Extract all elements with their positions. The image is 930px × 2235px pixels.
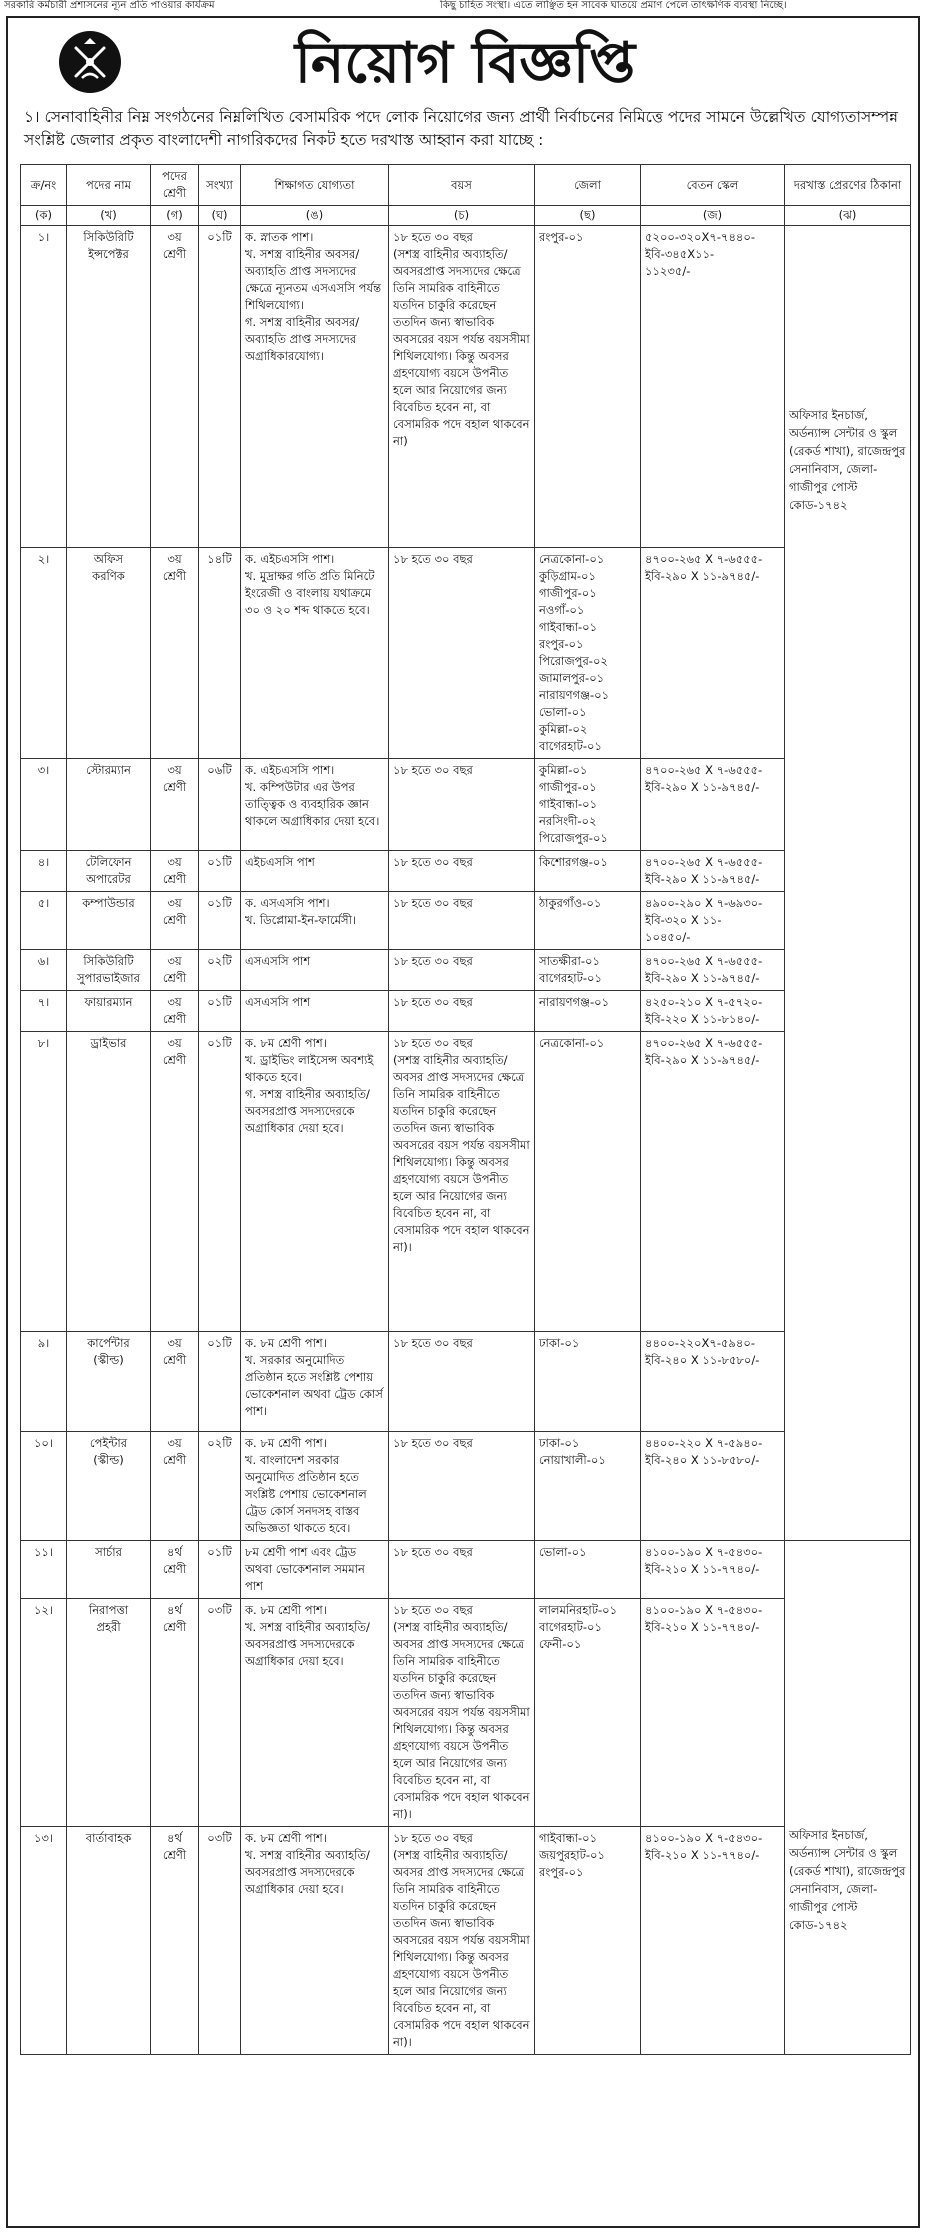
district-line: ঢাকা-০১	[539, 1336, 580, 1350]
district-line: গাইবান্ধা-০১	[539, 1831, 598, 1845]
district-line: সাতক্ষীরা-০১	[539, 954, 600, 968]
post-name-line: সিকিউরিটি	[83, 230, 134, 244]
district-cell	[535, 226, 641, 548]
table-row	[21, 1432, 911, 1541]
post-count-cell: ০২টি	[199, 1432, 241, 1541]
post-class-line: ৩য়	[167, 763, 182, 777]
qualification-line: ক. ৮ম শ্রেণী পাশ।	[245, 1036, 327, 1050]
age-line: ১৮ হতে ৩০ বছর	[393, 552, 473, 566]
recruitment-table	[20, 164, 911, 2055]
serial-cell: ৪।	[21, 851, 67, 892]
post-class-line: শ্রেণী	[162, 1053, 187, 1067]
pay-scale-line: ৪৭০০-২৬৫ X ৭-৬৫৫৫-	[645, 855, 763, 869]
qualification-line: ক. এইচএসসি পাশ।	[245, 552, 335, 566]
district-line: বাগেরহাট-০১	[539, 971, 602, 985]
post-name-line: বার্তাবাহক	[85, 1831, 132, 1845]
pay-scale-line: ৫২০০-৩২০X৭-৭৪৪০-	[645, 230, 756, 244]
district-line: নারায়ণগঞ্জ-০১	[539, 995, 610, 1009]
pay-scale-line: ইবি-২৪০ X ১১-৮৫৮০/-	[645, 1453, 760, 1467]
col-letter: (গ)	[151, 206, 199, 226]
post-class-line: ৪র্থ	[167, 1545, 182, 1559]
top-strip-left-text: সরকারি কর্মচারী প্রশাসনের ন্যূন প্রতি পাওয়ার কার্যক্রম	[4, 0, 215, 11]
post-class-line: শ্রেণী	[162, 1620, 187, 1634]
post-class-cell	[151, 1599, 199, 1827]
table-row	[21, 991, 911, 1032]
post-class-line: শ্রেণী	[162, 569, 187, 583]
qualification-cell	[241, 1332, 389, 1432]
age-line: (সশস্ত্র বাহিনীর অব্যাহতি/অবসর প্রাপ্ত সদস্যদের ক্ষেত্রে তিনি সামরিক বাহিনীতে যতদিন চাকুরি করেছেন ততদিন জন্য স্বাভাবিক অবসরের বয়স পর্যন্ত বয়সসীমা শিথিলযোগ্য। কিন্তু অবসর গ্রহণযোগ্য বয়সে উপনীত হলে আর নিয়োগের জন্য বিবেচিত হবেন না, বা বেসামরিক পদে বহাল থাকবেন না)।	[393, 1053, 530, 1254]
qualification-cell	[241, 1541, 389, 1599]
post-count-cell: ০১টি	[199, 1032, 241, 1332]
col-letter: (ঙ)	[241, 206, 389, 226]
col-header-count: সংখ্যা	[199, 165, 241, 206]
qualification-cell	[241, 991, 389, 1032]
pay-scale-cell	[641, 759, 785, 851]
district-line: কিশোরগঞ্জ-০১	[539, 855, 608, 869]
col-letter: (জ)	[641, 206, 785, 226]
col-letter: (ছ)	[535, 206, 641, 226]
qualification-line: এসএসসি পাশ	[245, 995, 311, 1009]
pay-scale-line: ইবি-২৯০ X ১১-৯৭৪৫/-	[645, 780, 760, 794]
age-cell	[389, 1432, 535, 1541]
district-line: নওগাঁ-০১	[539, 603, 585, 617]
post-name-line: ড্রাইভার	[90, 1036, 127, 1050]
qualification-line: গ. সশস্ত্র বাহিনীর অবসর/অব্যাহতি প্রাপ্ত সদস্যদের অগ্রাধিকারযোগ্য।	[245, 315, 360, 363]
pay-scale-line: ইবি-২৯০ X ১১-৯৭৪৫/-	[645, 872, 760, 886]
post-count-cell: ০৬টি	[199, 759, 241, 851]
district-cell	[535, 1827, 641, 2055]
post-name-cell	[67, 1432, 151, 1541]
pay-scale-cell	[641, 1599, 785, 1827]
table-row	[21, 1827, 911, 2055]
district-cell	[535, 759, 641, 851]
pay-scale-line: ৪৪০০-২২০ X ৭-৫৯৪০-	[645, 1436, 763, 1450]
district-line: কুড়িগ্রাম-০১	[539, 569, 596, 583]
district-line: গাজীপুর-০১	[539, 586, 597, 600]
district-line: পিরোজপুর-০১	[539, 831, 608, 845]
qualification-line: খ. কম্পিউটার এর উপর তাত্ত্বিক ও ব্যবহারিক জ্ঞান থাকলে অগ্রাধিকার দেয়া হবে।	[245, 780, 380, 828]
post-name-line: স্টোরম্যান	[86, 763, 131, 777]
district-line: রংপুর-০১	[539, 1865, 584, 1879]
serial-cell: ৬।	[21, 950, 67, 991]
post-name-cell	[67, 1599, 151, 1827]
post-count-cell: ০১টি	[199, 892, 241, 950]
post-class-line: শ্রেণী	[162, 780, 187, 794]
post-count-cell: ১৪টি	[199, 548, 241, 759]
post-class-line: ৪র্থ	[167, 1831, 182, 1845]
table-row	[21, 759, 911, 851]
post-class-line: শ্রেণী	[162, 1012, 187, 1026]
column-letter-row	[21, 206, 911, 226]
post-class-line: শ্রেণী	[162, 913, 187, 927]
application-address-cell: অফিসার ইনচার্জ, অর্ডন্যান্স সেন্টার ও স্কুল (রেকর্ড শাখা), রাজেন্দ্রপুর সেনানিবাস, জেলা-গাজীপুর পোস্ট কোড-১৭৪২	[785, 1541, 911, 2055]
col-letter: (ক)	[21, 206, 67, 226]
district-line: নোয়াখালী-০১	[539, 1453, 606, 1467]
post-class-line: ৪র্থ	[167, 1603, 182, 1617]
pay-scale-line: ইবি-২৯০ X ১১-৯৭৪৫/-	[645, 1053, 760, 1067]
pay-scale-line: ৪২৫০-২১০ X ৭-৫৭২০-	[645, 995, 763, 1009]
post-name-line: ইন্সপেক্টর	[88, 247, 129, 261]
age-line: ১৮ হতে ৩০ বছর	[393, 1436, 473, 1450]
district-line: ঠাকুরগাঁও-০১	[539, 896, 602, 910]
pay-scale-line: ১০৪৫০/-	[645, 930, 691, 944]
qualification-cell	[241, 548, 389, 759]
age-cell	[389, 991, 535, 1032]
post-class-cell	[151, 1541, 199, 1599]
age-line: ১৮ হতে ৩০ বছর	[393, 855, 473, 869]
district-line: নারায়ণগঞ্জ-০১	[539, 688, 610, 702]
pay-scale-cell	[641, 226, 785, 548]
post-name-line: ফায়ারম্যান	[84, 995, 133, 1009]
pay-scale-line: ইবি-২১০ X ১১-৭৭৪০/-	[645, 1848, 760, 1862]
post-count-cell: ০১টি	[199, 1541, 241, 1599]
post-class-line: ৩য়	[167, 552, 182, 566]
col-header-address: দরখাস্ত প্রেরণের ঠিকানা	[785, 165, 911, 206]
col-letter: (ঝ)	[785, 206, 911, 226]
pay-scale-line: ইবি-২২০ X ১১-৮১৪০/-	[645, 1012, 760, 1026]
post-name-line: সার্চার	[95, 1545, 122, 1559]
district-cell	[535, 1032, 641, 1332]
table-row	[21, 1032, 911, 1332]
post-class-cell	[151, 226, 199, 548]
serial-cell: ১।	[21, 226, 67, 548]
post-name-cell	[67, 1827, 151, 2055]
qualification-line: গ. সশস্ত্র বাহিনীর অব্যাহতি/অবসরপ্রাপ্ত সদস্যদেরকে অগ্রাধিকার দেয়া হবে।	[245, 1087, 370, 1135]
post-class-line: ৩য়	[167, 855, 182, 869]
serial-cell: ১২।	[21, 1599, 67, 1827]
post-name-cell	[67, 991, 151, 1032]
pay-scale-line: ৪৯০০-২৯০ X ৭-৬৯৩০-	[645, 896, 763, 910]
district-line: ভোলা-০১	[539, 1545, 587, 1559]
post-class-cell	[151, 1032, 199, 1332]
qualification-line: ক. এইচএসসি পাশ।	[245, 763, 335, 777]
post-class-line: শ্রেণী	[162, 872, 187, 886]
post-name-line: করণিক	[92, 569, 125, 583]
pay-scale-cell	[641, 1541, 785, 1599]
qualification-line: খ. সশস্ত্র বাহিনীর অবসর/অব্যাহতি প্রাপ্ত সদস্যদের ক্ষেত্রে ন্যূনতম এসএসসি পর্যন্ত শিথিলযোগ্য।	[245, 247, 382, 312]
post-name-cell	[67, 226, 151, 548]
district-line: জামালপুর-০১	[539, 671, 605, 685]
qualification-cell	[241, 1599, 389, 1827]
district-line: ঢাকা-০১	[539, 1436, 580, 1450]
notice-intro: ১। সেনাবাহিনীর নিম্ন সংগঠনের নিম্নলিখিত বেসামরিক পদে লোক নিয়োগের জন্য প্রার্থী নির্বাচনের নিমিত্তে পদের সামনে উল্লেখিত যোগ্যতাসম্পন্ন সংশ্লিষ্ট জেলার প্রকৃত বাংলাদেশী নাগরিকদের নিকট হতে দরখাস্ত আহ্বান করা যাচ্ছে :	[24, 108, 899, 149]
post-count-cell: ০৩টি	[199, 1827, 241, 2055]
pay-scale-cell	[641, 892, 785, 950]
qualification-line: এইচএসসি পাশ	[245, 855, 315, 869]
qualification-line: খ. বাংলাদেশ সরকার অনুমোদিত প্রতিষ্ঠান হতে সংশ্লিষ্ট পেশায় ভোকেশনাল ট্রেড কোর্স সনদসহ বাস্তব অভিজ্ঞতা থাকতে হবে।	[245, 1453, 367, 1535]
district-line: নেত্রকোনা-০১	[539, 552, 605, 566]
post-count-cell: ০১টি	[199, 991, 241, 1032]
post-class-line: ৩য়	[167, 1436, 182, 1450]
col-letter: (ঘ)	[199, 206, 241, 226]
post-name-cell	[67, 759, 151, 851]
pay-scale-line: ইবি-৩৪৫X১১-	[645, 247, 715, 261]
district-line: কুমিল্লা-০১	[539, 763, 588, 777]
qualification-cell	[241, 759, 389, 851]
post-class-line: ৩য়	[167, 995, 182, 1009]
post-name-cell	[67, 1541, 151, 1599]
district-line: গাইবান্ধা-০১	[539, 620, 598, 634]
post-name-line: সুপারভাইজার	[77, 971, 140, 985]
pay-scale-cell	[641, 548, 785, 759]
serial-cell: ৭।	[21, 991, 67, 1032]
qualification-line: ক. ৮ম শ্রেণী পাশ।	[245, 1436, 327, 1450]
post-name-cell	[67, 892, 151, 950]
age-line: ১৮ হতে ৩০ বছর	[393, 954, 473, 968]
pay-scale-cell	[641, 1332, 785, 1432]
qualification-line: খ. সশস্ত্র বাহিনীর অব্যাহতি/অবসরপ্রাপ্ত সদস্যদেরকে অগ্রাধিকার দেয়া হবে।	[245, 1620, 370, 1668]
age-cell	[389, 1827, 535, 2055]
age-line: ১৮ হতে ৩০ বছর	[393, 995, 473, 1009]
district-line: রংপুর-০১	[539, 230, 584, 244]
post-class-cell	[151, 851, 199, 892]
col-header-post: পদের নাম	[67, 165, 151, 206]
post-class-line: শ্রেণী	[162, 1453, 187, 1467]
age-line: (সশস্ত্র বাহিনীর অব্যাহতি/অবসর প্রাপ্ত সদস্যদের ক্ষেত্রে তিনি সামরিক বাহিনীতে যতদিন চাকুরি করেছেন ততদিন জন্য স্বাভাবিক অবসরের বয়স পর্যন্ত বয়সসীমা শিথিলযোগ্য। কিন্তু অবসর গ্রহণযোগ্য বয়সে উপনীত হলে আর নিয়োগের জন্য বিবেচিত হবেন না, বা বেসামরিক পদে বহাল থাকবেন না)।	[393, 1848, 530, 2049]
district-cell	[535, 1332, 641, 1432]
district-line: রংপুর-০১	[539, 637, 584, 651]
pay-scale-line: ৪১০০-১৯০ X ৭-৫৪৩০-	[645, 1545, 763, 1559]
qualification-cell	[241, 950, 389, 991]
district-cell	[535, 851, 641, 892]
post-class-line: শ্রেণী	[162, 1353, 187, 1367]
post-name-cell	[67, 950, 151, 991]
district-cell	[535, 1599, 641, 1827]
pay-scale-cell	[641, 1432, 785, 1541]
pay-scale-line: ইবি-২৯০ X ১১-৯৭৪৫/-	[645, 971, 760, 985]
col-header-qualification: শিক্ষাগত যোগ্যতা	[241, 165, 389, 206]
col-header-class: পদের শ্রেণী	[151, 165, 199, 206]
pay-scale-line: ৪৭০০-২৬৫ X ৭-৬৫৫৫-	[645, 1036, 763, 1050]
post-name-line: প্রহরী	[96, 1620, 121, 1634]
table-row	[21, 226, 911, 548]
qualification-cell	[241, 1827, 389, 2055]
qualification-line: খ. সরকার অনুমোদিত প্রতিষ্ঠান হতে সংশ্লিষ্ট পেশায় ভোকেশনাল অথবা ট্রেড কোর্স পাশ।	[245, 1353, 383, 1418]
age-cell	[389, 1332, 535, 1432]
pay-scale-line: ৪৭০০-২৬৫ X ৭-৬৫৫৫-	[645, 954, 763, 968]
col-header-age: বয়স	[389, 165, 535, 206]
qualification-line: খ. ড্রাইভিং লাইসেন্স অবশ্যই থাকতে হবে।	[245, 1053, 374, 1084]
post-class-cell	[151, 1332, 199, 1432]
table-row	[21, 892, 911, 950]
district-line: গাইবান্ধা-০১	[539, 797, 598, 811]
age-cell	[389, 226, 535, 548]
serial-cell: ৯।	[21, 1332, 67, 1432]
pay-scale-line: ইবি-৩২০ X ১১-	[645, 913, 722, 927]
serial-cell: ১৩।	[21, 1827, 67, 2055]
age-cell	[389, 950, 535, 991]
pay-scale-line: ইবি-২১০ X ১১-৭৭৪০/-	[645, 1562, 760, 1576]
post-class-line: ৩য়	[167, 954, 182, 968]
table-row	[21, 548, 911, 759]
pay-scale-line: ১১২৩৫/-	[645, 264, 691, 278]
post-class-cell	[151, 759, 199, 851]
qualification-cell	[241, 1432, 389, 1541]
post-class-line: শ্রেণী	[162, 1562, 187, 1576]
age-cell	[389, 851, 535, 892]
post-name-line: (স্কীল্ড)	[93, 1353, 124, 1367]
qualification-line: ক. এসএসসি পাশ।	[245, 896, 330, 910]
qualification-line: ৮ম শ্রেণী পাশ এবং ট্রেড অথবা ভোকেশনাল সমমান পাশ	[245, 1545, 365, 1593]
pay-scale-cell	[641, 851, 785, 892]
district-cell	[535, 991, 641, 1032]
age-cell	[389, 759, 535, 851]
pay-scale-line: ইবি-২৪০ X ১১-৮৫৮০/-	[645, 1353, 760, 1367]
post-count-cell: ০১টি	[199, 1332, 241, 1432]
job-rows	[21, 226, 911, 2055]
pay-scale-line: ৪৪০০-২২০X৭-৫৯৪০-	[645, 1336, 755, 1350]
age-line: ১৮ হতে ৩০ বছর	[393, 1603, 473, 1617]
district-cell	[535, 892, 641, 950]
qualification-line: খ. ডিপ্লোমা-ইন-ফার্মেসী।	[245, 913, 357, 927]
qualification-line: খ. সশস্ত্র বাহিনীর অব্যাহতি/অবসরপ্রাপ্ত সদস্যদেরকে অগ্রাধিকার দেয়া হবে।	[245, 1848, 370, 1896]
age-line: ১৮ হতে ৩০ বছর	[393, 763, 473, 777]
age-cell	[389, 1032, 535, 1332]
post-name-line: পেইন্টার	[89, 1436, 128, 1450]
district-line: গাজীপুর-০১	[539, 780, 597, 794]
table-row	[21, 1541, 911, 1599]
district-line: নরসিংদী-০২	[539, 814, 597, 828]
post-count-cell: ০১টি	[199, 226, 241, 548]
col-letter: (চ)	[389, 206, 535, 226]
age-line: ১৮ হতে ৩০ বছর	[393, 1336, 473, 1350]
post-count-cell: ০৩টি	[199, 1599, 241, 1827]
post-name-cell	[67, 851, 151, 892]
qualification-line: ক. ৮ম শ্রেণী পাশ।	[245, 1603, 327, 1617]
age-line: ১৮ হতে ৩০ বছর	[393, 230, 473, 244]
post-class-line: শ্রেণী	[162, 971, 187, 985]
serial-cell: ৮।	[21, 1032, 67, 1332]
post-class-line: ৩য়	[167, 1336, 182, 1350]
district-line: কুমিল্লা-০২	[539, 722, 588, 736]
age-line: ১৮ হতে ৩০ বছর	[393, 896, 473, 910]
district-cell	[535, 1432, 641, 1541]
serial-cell: ৫।	[21, 892, 67, 950]
age-cell	[389, 892, 535, 950]
pay-scale-line: ইবি-২১০ X ১১-৭৭৪০/-	[645, 1620, 760, 1634]
pay-scale-line: ৪১০০-১৯০ X ৭-৫৪৩০-	[645, 1831, 763, 1845]
qualification-cell	[241, 851, 389, 892]
qualification-cell	[241, 1032, 389, 1332]
pay-scale-line: ইবি-২৯০ X ১১-৯৭৪৫/-	[645, 569, 760, 583]
qualification-line: খ. মুদ্রাক্ষর গতি প্রতি মিনিটে ইংরেজী ও বাংলায় যথাক্রমে ৩০ ও ২০ শব্দ থাকতে হবে।	[245, 569, 375, 617]
district-line: বাগেরহাট-০১	[539, 1620, 602, 1634]
age-line: ১৮ হতে ৩০ বছর	[393, 1036, 473, 1050]
serial-cell: ১০।	[21, 1432, 67, 1541]
age-cell	[389, 548, 535, 759]
table-row	[21, 950, 911, 991]
table-row	[21, 1332, 911, 1432]
post-name-line: টেলিফোন	[85, 855, 132, 869]
post-name-line: (স্কীল্ড)	[93, 1453, 124, 1467]
district-cell	[535, 1541, 641, 1599]
pay-scale-line: ৪৭০০-২৬৫ X ৭-৬৫৫৫-	[645, 552, 763, 566]
post-name-line: কার্পেন্টার	[87, 1336, 130, 1350]
qualification-line: ক. স্নাতক পাশ।	[245, 230, 314, 244]
notice-title: নিয়োগ বিজ্ঞপ্তি	[294, 30, 636, 96]
post-name-line: অপারেটর	[86, 872, 131, 886]
col-header-pay-scale: বেতন স্কেল	[641, 165, 785, 206]
district-line: লালমনিরহাট-০১	[539, 1603, 618, 1617]
age-line: ১৮ হতে ৩০ বছর	[393, 1831, 473, 1845]
header-row	[21, 165, 911, 206]
post-count-cell: ০১টি	[199, 851, 241, 892]
post-class-cell	[151, 1827, 199, 2055]
pay-scale-cell	[641, 991, 785, 1032]
district-line: পিরোজপুর-০২	[539, 654, 608, 668]
post-name-line: সিকিউরিটি	[83, 954, 134, 968]
post-count-cell: ০২টি	[199, 950, 241, 991]
qualification-line: এসএসসি পাশ	[245, 954, 311, 968]
top-clipping-strip	[0, 0, 930, 14]
district-line: ফেনী-০১	[539, 1637, 582, 1651]
post-name-line: কম্পাউন্ডার	[82, 896, 135, 910]
age-cell	[389, 1541, 535, 1599]
age-line: (সশস্ত্র বাহিনীর অব্যাহতি/অবসরপ্রাপ্ত সদস্যদের ক্ষেত্রে তিনি সামরিক বাহিনীতে যতদিন চাকুরি করেছেন ততদিন জন্য স্বাভাবিক অবসরের বয়স পর্যন্ত বয়সসীমা শিথিলযোগ্য। কিন্তু অবসর গ্রহণযোগ্য বয়সে উপনীত হলে আর নিয়োগের জন্য বিবেচিত হবেন না, বা বেসামরিক পদে বহাল থাকবেন না)	[393, 247, 530, 448]
post-name-line: অফিস	[93, 552, 124, 566]
pay-scale-cell	[641, 950, 785, 991]
top-strip-right-text: কিছু চাহিত সংস্থা। এতে লাঞ্ছিত হন সাবেক ঘাতয়ে প্রমাণ পেলে তাৎক্ষণিক ব্যবস্থা নিচ্ছে।	[440, 0, 787, 11]
post-name-line: নিরাপত্তা	[88, 1603, 129, 1617]
post-class-line: শ্রেণী	[162, 1848, 187, 1862]
pay-scale-cell	[641, 1827, 785, 2055]
serial-cell: ১১।	[21, 1541, 67, 1599]
application-address-cell: অফিসার ইনচার্জ, অর্ডন্যান্স সেন্টার ও স্কুল (রেকর্ড শাখা), রাজেন্দ্রপুর সেনানিবাস, জেলা-গাজীপুর পোস্ট কোড-১৭৪২	[785, 226, 911, 1541]
col-header-district: জেলা	[535, 165, 641, 206]
table-row	[21, 851, 911, 892]
post-class-cell	[151, 548, 199, 759]
post-class-cell	[151, 991, 199, 1032]
pay-scale-cell	[641, 1032, 785, 1332]
serial-cell: ৩।	[21, 759, 67, 851]
post-class-cell	[151, 950, 199, 991]
post-name-cell	[67, 1032, 151, 1332]
post-class-cell	[151, 1432, 199, 1541]
qualification-cell	[241, 226, 389, 548]
qualification-line: ক. ৮ম শ্রেণী পাশ।	[245, 1336, 327, 1350]
pay-scale-line: ৪১০০-১৯০ X ৭-৫৪৩০-	[645, 1603, 763, 1617]
age-line: ১৮ হতে ৩০ বছর	[393, 1545, 473, 1559]
qualification-line: ক. ৮ম শ্রেণী পাশ।	[245, 1831, 327, 1845]
serial-cell: ২।	[21, 548, 67, 759]
col-letter: (খ)	[67, 206, 151, 226]
district-line: জয়পুরহাট-০১	[539, 1848, 605, 1862]
post-name-cell	[67, 1332, 151, 1432]
age-cell	[389, 1599, 535, 1827]
post-class-line: ৩য়	[167, 1036, 182, 1050]
post-class-cell	[151, 892, 199, 950]
post-class-line: ৩য়	[167, 896, 182, 910]
qualification-cell	[241, 892, 389, 950]
district-cell	[535, 950, 641, 991]
col-header-sl: ক্র/নং	[21, 165, 67, 206]
district-line: ভোলা-০১	[539, 705, 587, 719]
district-line: বাগেরহাট-০১	[539, 739, 602, 753]
district-cell	[535, 548, 641, 759]
age-line: (সশস্ত্র বাহিনীর অব্যাহতি/অবসর প্রাপ্ত সদস্যদের ক্ষেত্রে তিনি সামরিক বাহিনীতে যতদিন চাকুরি করেছেন ততদিন জন্য স্বাভাবিক অবসরের বয়স পর্যন্ত বয়সসীমা শিথিলযোগ্য। কিন্তু অবসর গ্রহণযোগ্য বয়সে উপনীত হলে আর নিয়োগের জন্য বিবেচিত হবেন না, বা বেসামরিক পদে বহাল থাকবেন না)।	[393, 1620, 530, 1821]
post-class-line: শ্রেণী	[162, 247, 187, 261]
table-row	[21, 1599, 911, 1827]
pay-scale-line: ৪৭০০-২৬৫ X ৭-৬৫৫৫-	[645, 763, 763, 777]
post-name-cell	[67, 548, 151, 759]
district-line: নেত্রকোনা-০১	[539, 1036, 605, 1050]
post-class-line: ৩য়	[167, 230, 182, 244]
